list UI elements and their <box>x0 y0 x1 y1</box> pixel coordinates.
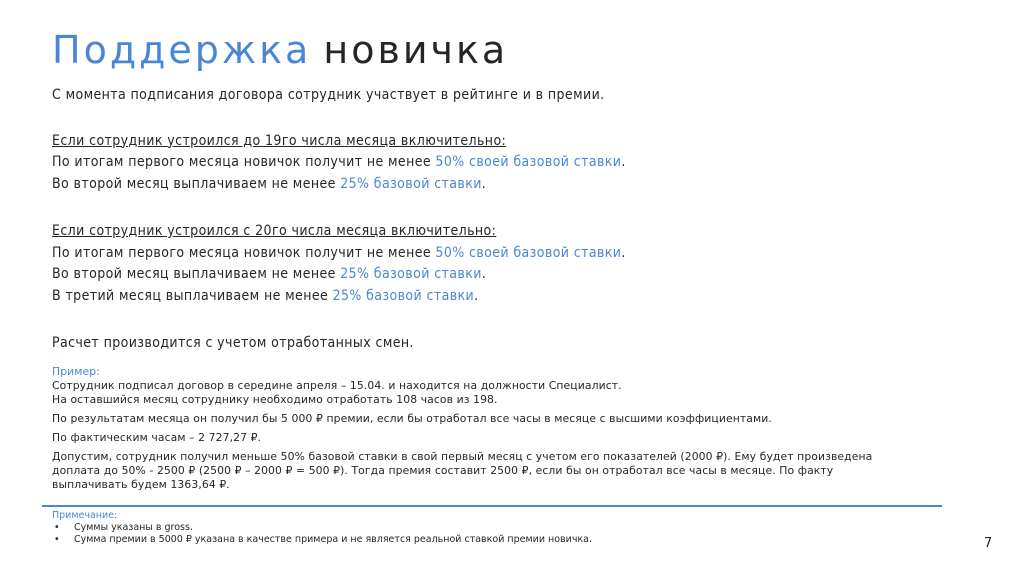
main-content <box>52 85 952 355</box>
case1-line1-highlight: 50% своей базовой ставки <box>435 154 622 170</box>
example-label: Пример: <box>52 365 100 378</box>
example-p3: По фактическим часам – 2 727,27 ₽. <box>52 431 262 444</box>
footnote <box>52 510 932 546</box>
calc-note: Расчет производится с учетом отработанных смен. <box>52 335 414 351</box>
case1-line1: По итогам первого месяца новичок получит не менее 50% своей базовой ставки. <box>52 154 626 170</box>
footnote-label: Примечание: <box>52 510 118 521</box>
example-p1-line2: На оставшийся месяц сотруднику необходимо отработать 108 часов из 198. <box>52 393 498 406</box>
case1-line2: Во второй месяц выплачиваем не менее 25% базовой ставки. <box>52 175 487 192</box>
example-p1-line1: Сотрудник подписал договор в середине апреля – 15.04. и находится на должности Специалист. <box>52 379 622 392</box>
bullet-icon: • <box>54 522 60 533</box>
bullet-icon: • <box>54 534 60 545</box>
example-block <box>52 365 932 492</box>
example-p4-line1: Допустим, сотрудник получил меньше 50% базовой ставки в свой первый месяц с учетом его показателей (2000 ₽). Ему будет произведена <box>52 450 873 463</box>
title-accent: Поддержка <box>52 28 312 72</box>
divider <box>42 505 942 507</box>
intro-text: С момента подписания договора сотрудник участвует в рейтинге и в премии. <box>52 87 605 103</box>
case2-heading: Если сотрудник устроился с 20го числа месяца включительно: <box>52 223 497 239</box>
case1-line2-highlight: 25% базовой ставки <box>340 175 482 192</box>
case2-line3: В третий месяц выплачиваем не менее 25% базовой ставки. <box>52 287 479 304</box>
case2-line2: Во второй месяц выплачиваем не менее 25% базовой ставки. <box>52 266 487 282</box>
page-number: 7 <box>984 536 993 551</box>
footnote-item: • Сумма премии в 5000 ₽ указана в качестве примера и не является реальной ставкой премии новичка. <box>54 534 593 545</box>
example-p2: По результатам месяца он получил бы 5 000 ₽ премии, если бы отработал все часы в месяце с высшими коэффициентами. <box>52 412 772 425</box>
page-title <box>52 26 508 74</box>
case2-line2-highlight: 25% базовой ставки <box>340 266 482 282</box>
case2-line1: По итогам первого месяца новичок получит не менее 50% своей базовой ставки. <box>52 244 626 261</box>
case1-heading: Если сотрудник устроился до 19го числа месяца включительно: <box>52 132 507 149</box>
title-rest: новичка <box>323 28 509 72</box>
example-p4-line3: выплачивать будем 1363,64 ₽. <box>52 478 230 491</box>
case2-line3-highlight: 25% базовой ставки <box>332 287 475 304</box>
example-p4-line2: доплата до 50% - 2500 ₽ (2500 ₽ – 2000 ₽ = 500 ₽). Тогда премия составит 2500 ₽, если бы он отработал все часы в месяце. По факту <box>52 464 834 477</box>
footnote-item: • Суммы указаны в gross. <box>54 522 193 533</box>
case2-line1-highlight: 50% своей базовой ставки <box>435 244 622 261</box>
